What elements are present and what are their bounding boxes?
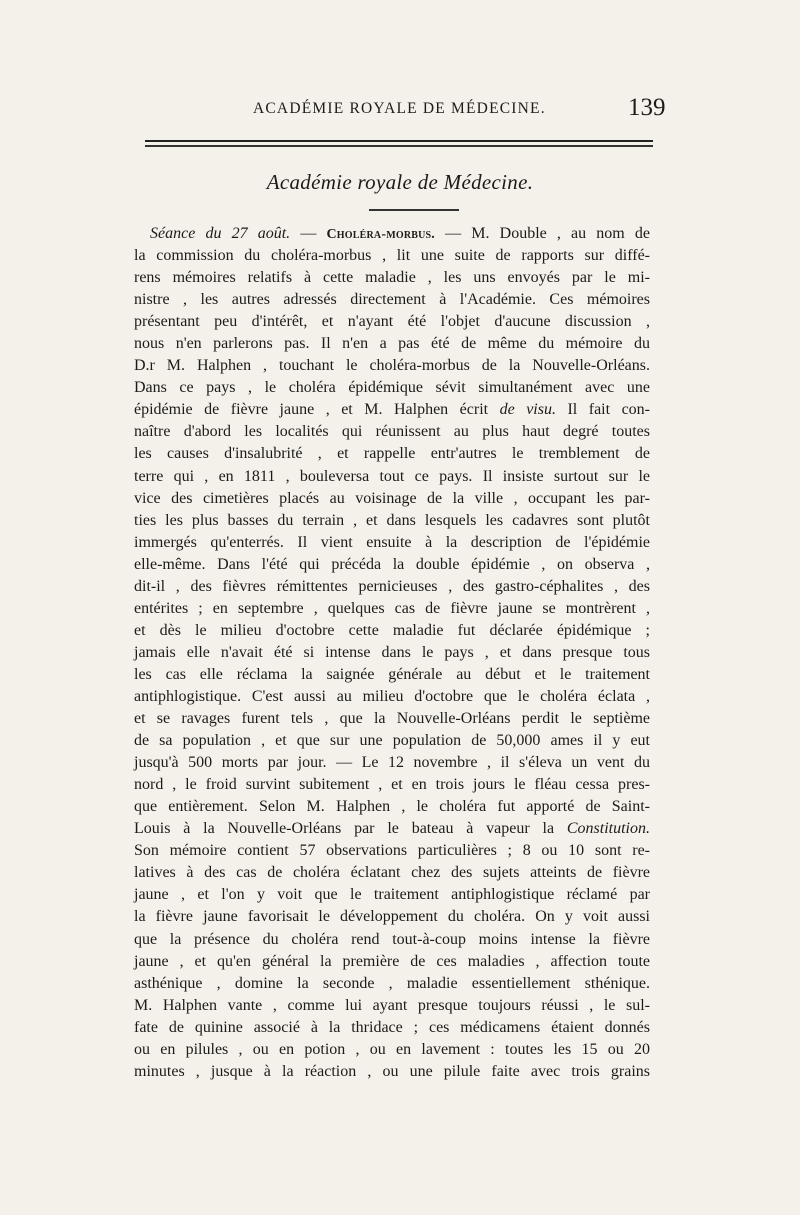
text-line: que entièrement. Selon M. Halphen , le choléra fut apporté de Saint- (134, 798, 650, 816)
section-divider (369, 209, 459, 211)
text-line: et dès le milieu d'octobre cette maladie fut déclarée épidémique ; (134, 621, 650, 639)
text-line: M. Halphen vante , comme lui ayant presque toujours réussi , le sul- (134, 996, 650, 1014)
text-line: dit-il , des fièvres rémittentes pernicieuses , des gastro-céphalites , des (134, 577, 650, 595)
text-line: naître d'abord les localités qui réunissent au plus haut degré toutes (134, 423, 650, 441)
lead-rest: — M. Double , au nom de (435, 225, 650, 242)
text-line: les causes d'insalubrité , et rappelle entr'autres le tremblement de (134, 445, 650, 463)
text-line: nous n'en parlerons pas. Il n'en a pas été de même du mémoire du (134, 335, 650, 353)
text-line: et se ravages furent tels , que la Nouvelle-Orléans perdit le septième (134, 710, 650, 728)
text-line: nistre , les autres adressés directement à l'Académie. Ces mémoires (134, 291, 650, 309)
text-line: entérites ; en septembre , quelques cas de fièvre jaune se montrèrent , (134, 599, 650, 617)
line-part: épidémie de fièvre jaune , et M. Halphen écrit (134, 401, 500, 419)
text-line: jamais elle n'avait été si intense dans le pays , et dans presque tous (134, 643, 650, 661)
text-line: immergés qu'enterrés. Il vient ensuite à la description de l'épidémie (134, 533, 650, 551)
rule-line-top (145, 140, 653, 142)
text-line: ou en pilules , ou en potion , ou en lavement : toutes les 15 ou 20 (134, 1040, 650, 1058)
header-double-rule (145, 140, 653, 149)
italic-de-visu: de visu. (499, 401, 556, 419)
text-line: antiphlogistique. C'est aussi au milieu d'octobre que le choléra éclata , (134, 687, 650, 705)
line-part: Louis à la Nouvelle-Orléans par le bateau à vapeur la (134, 820, 567, 838)
text-line (134, 818, 650, 840)
italic-constitution: Constitution. (566, 820, 650, 838)
text-line: jaune , et qu'en général la première de ces maladies , affection toute (134, 952, 650, 970)
text-line: les cas elle réclama la saignée générale au début et le traitement (134, 665, 650, 683)
text-line: minutes , jusque à la réaction , ou une pilule faite avec trois grains (134, 1062, 650, 1080)
topic-heading: Choléra-morbus. (326, 227, 435, 242)
rule-line-bottom (145, 145, 653, 147)
page-number: 139 (628, 94, 666, 121)
text-line: rens mémoires relatifs à cette maladie , les uns envoyés par le mi- (134, 269, 650, 287)
seance-date: Séance du 27 août. (150, 225, 291, 242)
text-line: jusqu'à 500 morts par jour. — Le 12 novembre , il s'éleva un vent du (134, 754, 650, 772)
text-line: la commission du choléra-morbus , lit une suite de rapports sur diffé- (134, 247, 650, 265)
running-head (0, 94, 800, 124)
text-line: nord , le froid survint subitement , et en trois jours le fléau cessa pres- (134, 776, 650, 794)
text-line: jaune , et l'on y voit que le traitement antiphlogistique réclamé par (134, 886, 650, 904)
text-line (134, 223, 650, 245)
text-line: Son mémoire contient 57 observations particulières ; 8 ou 10 sont re- (134, 842, 650, 860)
text-line: latives à des cas de choléra éclatant chez des sujets atteints de fièvre (134, 864, 650, 882)
text-line: de sa population , et que sur une population de 50,000 ames il y eut (134, 732, 650, 750)
text-line: fate de quinine associé à la thridace ; ces médicamens étaient donnés (134, 1018, 650, 1036)
body-paragraph (134, 223, 650, 1083)
section-title: Académie royale de Médecine. (266, 170, 534, 194)
text-line: que la présence du choléra rend tout-à-coup moins intense la fièvre (134, 930, 650, 948)
text-line: asthénique , domine la seconde , maladie essentiellement sthénique. (134, 974, 650, 992)
text-line: terre qui , en 1811 , bouleversa tout ce pays. Il insiste surtout sur le (134, 467, 650, 485)
text-line: la fièvre jaune favorisait le développement du choléra. On y voit aussi (134, 908, 650, 926)
text-line: présentant peu d'intérêt, et n'ayant été l'objet d'aucune discussion , (134, 313, 650, 331)
text-line (134, 399, 650, 421)
dash: — (290, 225, 327, 242)
text-line: elle-même. Dans l'été qui précéda la double épidémie , on observa , (134, 555, 650, 573)
line-part: Il fait con- (555, 401, 650, 419)
text-line: D.r M. Halphen , touchant le choléra-morbus de la Nouvelle-Orléans. (134, 357, 650, 375)
text-line: ties les plus basses du terrain , et dans lesquels les cadavres sont plutôt (134, 511, 650, 529)
running-title: ACADÉMIE ROYALE DE MÉDECINE. (253, 100, 546, 117)
text-line: vice des cimetières placés au voisinage de la ville , occupant les par- (134, 489, 650, 507)
text-line: Dans ce pays , le choléra épidémique sévit simultanément avec une (134, 379, 650, 397)
